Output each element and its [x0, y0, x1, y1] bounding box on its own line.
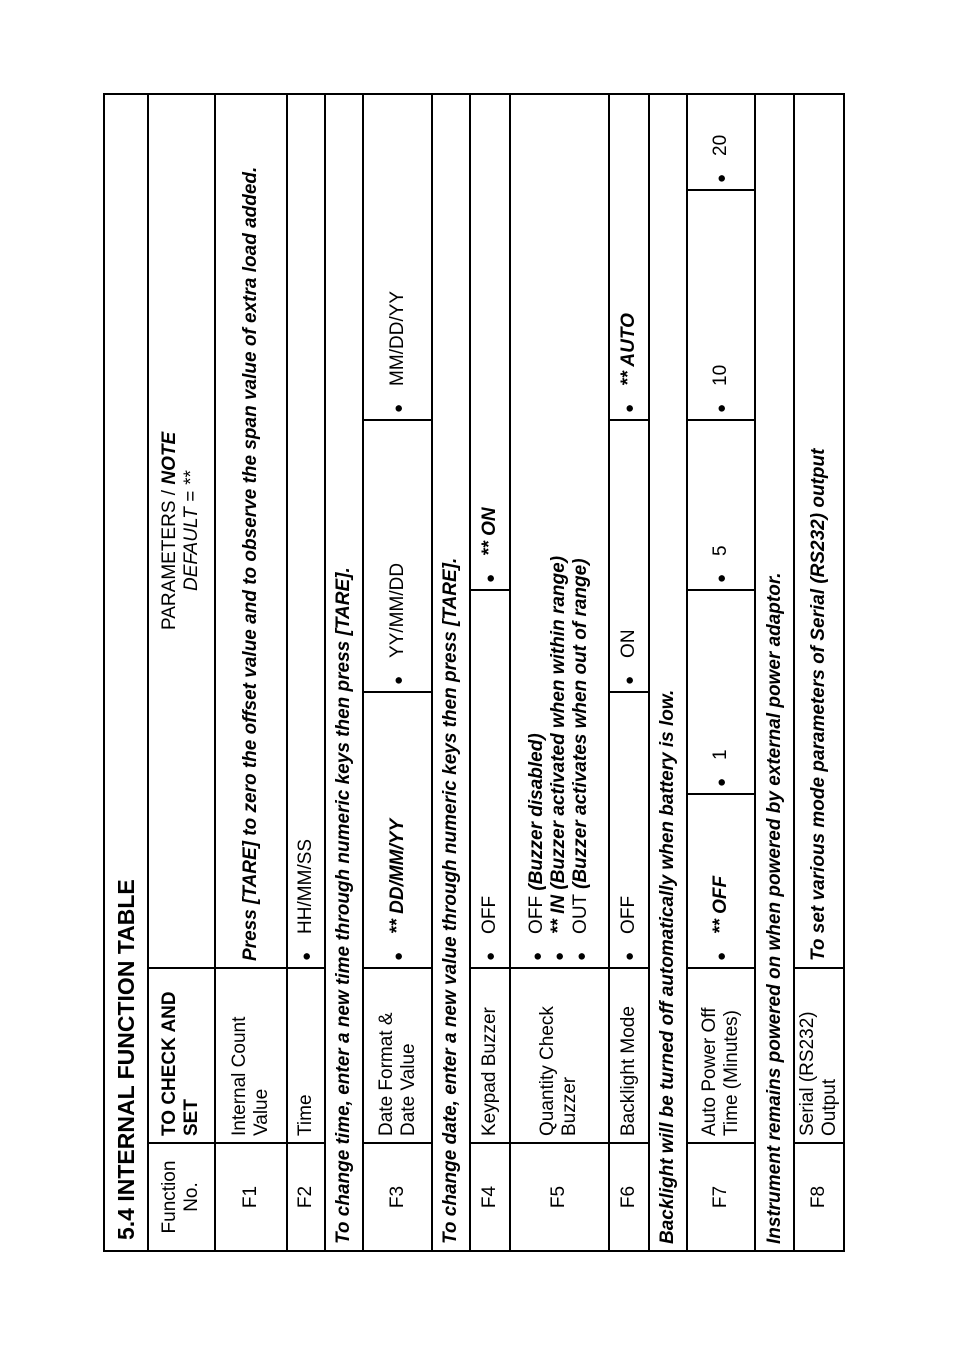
- row-f5-option-2-desc: (Buzzer activated when within range): [548, 555, 570, 890]
- note-date-c: , enter a new value through numeric keys then press [TARE].: [439, 557, 461, 1106]
- row-f4-option-2: [470, 94, 510, 590]
- row-f4-name: Keypad Buzzer: [470, 968, 510, 1143]
- bullet-icon: [618, 934, 639, 961]
- bullet-icon: [548, 934, 569, 961]
- row-f4-option-2-label: ** ON: [479, 507, 501, 556]
- row-f2-option: [287, 94, 325, 968]
- row-f5-option-3-desc: (Buzzer activates when out of range): [570, 558, 592, 889]
- row-f5-options: [510, 94, 609, 968]
- note-time: [325, 94, 363, 1251]
- bullet-icon: [387, 934, 408, 961]
- row-f7-option-3: [687, 420, 755, 590]
- row-f7-option-4-label: 10: [710, 364, 732, 386]
- row-f8-name: Serial (RS232) Output: [794, 968, 844, 1143]
- header-check-set: TO CHECK AND SET: [148, 968, 214, 1143]
- row-f1-text: Press [TARE] to zero the offset value and to observe the span value of extra load added.: [215, 94, 287, 968]
- row-f6-option-1: [609, 692, 649, 968]
- row-f8-no: F8: [794, 1143, 844, 1251]
- row-f7-option-2-label: 1: [710, 749, 732, 760]
- row-f5-option-3-key: OUT: [570, 888, 592, 934]
- bullet-icon: [710, 760, 731, 787]
- note-power: Instrument remains powered on when powered by external power adaptor.: [755, 94, 793, 1251]
- row-f7-option-3-label: 5: [710, 545, 732, 556]
- header-note-label: NOTE: [159, 431, 181, 485]
- bullet-icon: [618, 658, 639, 685]
- row-f3-option-1-label: ** DD/MM/YY: [386, 818, 408, 934]
- row-f1-name: Internal Count Value: [215, 968, 287, 1143]
- row-f1-no: F1: [215, 1143, 287, 1251]
- row-f7-option-1: [687, 794, 755, 968]
- row-f3-option-2: [363, 420, 431, 692]
- row-f4-option-1: [470, 590, 510, 968]
- bullet-icon: [387, 658, 408, 685]
- header-params: [148, 94, 214, 968]
- bullet-icon: [479, 556, 500, 583]
- row-f7-no: F7: [687, 1143, 755, 1251]
- header-function-no: Function No.: [148, 1143, 214, 1251]
- row-f3-name: Date Format & Date Value: [363, 968, 431, 1143]
- function-table-rotated: [103, 100, 845, 1252]
- row-f6-name: Backlight Mode: [609, 968, 649, 1143]
- row-f7-option-5-label: 20: [710, 134, 732, 156]
- row-f5-name: Quantity Check Buzzer: [510, 968, 609, 1143]
- row-f5-option-1-key: OFF: [526, 890, 548, 934]
- row-f5-option-2-key: ** IN: [548, 889, 570, 934]
- note-time-b: time: [333, 1105, 355, 1145]
- internal-function-table: [103, 93, 845, 1252]
- row-f7-option-2: [687, 590, 755, 794]
- note-backlight: Backlight will be turned off automatically when battery is low.: [649, 94, 687, 1251]
- row-f3-option-2-label: YY/MM/DD: [386, 562, 408, 658]
- row-f3-option-3: [363, 94, 431, 420]
- row-f5-option-2: [548, 101, 570, 961]
- row-f2-option-label: HH/MM/SS: [295, 838, 317, 934]
- header-params-label: PARAMETERS /: [159, 484, 181, 630]
- bullet-icon: [387, 386, 408, 413]
- row-f5-option-1-desc: (Buzzer disabled): [526, 733, 548, 891]
- row-f6-no: F6: [609, 1143, 649, 1251]
- row-f4-no: F4: [470, 1143, 510, 1251]
- row-f6-option-3-label: ** AUTO: [617, 313, 639, 386]
- bullet-icon: [710, 556, 731, 583]
- note-time-a: To change: [333, 1144, 355, 1244]
- note-date-a: To change: [439, 1144, 461, 1244]
- row-f5-no: F5: [510, 1143, 609, 1251]
- note-time-c: , enter a new time through numeric keys then press [TARE].: [333, 567, 355, 1106]
- row-f3-no: F3: [363, 1143, 431, 1251]
- bullet-icon: [710, 386, 731, 413]
- row-f7-option-4: [687, 190, 755, 420]
- note-date-b: date: [439, 1105, 461, 1145]
- bullet-icon: [618, 386, 639, 413]
- bullet-icon: [526, 934, 547, 961]
- row-f3-option-1: [363, 692, 431, 968]
- table-title: 5.4 INTERNAL FUNCTION TABLE: [104, 94, 148, 1251]
- bullet-icon: [479, 934, 500, 961]
- row-f5-option-1: [526, 101, 548, 961]
- row-f6-option-3: [609, 94, 649, 420]
- row-f2-no: F2: [287, 1143, 325, 1251]
- row-f7-option-1-label: ** OFF: [710, 875, 732, 934]
- row-f7-option-5: [687, 94, 755, 190]
- header-default-label: DEFAULT = **: [181, 470, 203, 592]
- row-f8-text: To set various mode parameters of Serial (RS232) output: [794, 94, 844, 968]
- row-f2-name: Time: [287, 968, 325, 1143]
- row-f3-option-3-label: MM/DD/YY: [386, 290, 408, 386]
- bullet-icon: [710, 156, 731, 183]
- bullet-icon: [710, 934, 731, 961]
- row-f6-option-2-label: ON: [617, 629, 639, 658]
- row-f7-name: Auto Power Off Time (Minutes): [687, 968, 755, 1143]
- bullet-icon: [570, 934, 591, 961]
- row-f6-option-1-label: OFF: [617, 895, 639, 934]
- row-f6-option-2: [609, 420, 649, 692]
- bullet-icon: [295, 934, 316, 961]
- row-f4-option-1-label: OFF: [479, 895, 501, 934]
- note-date: [432, 94, 470, 1251]
- row-f5-option-3: [570, 101, 592, 961]
